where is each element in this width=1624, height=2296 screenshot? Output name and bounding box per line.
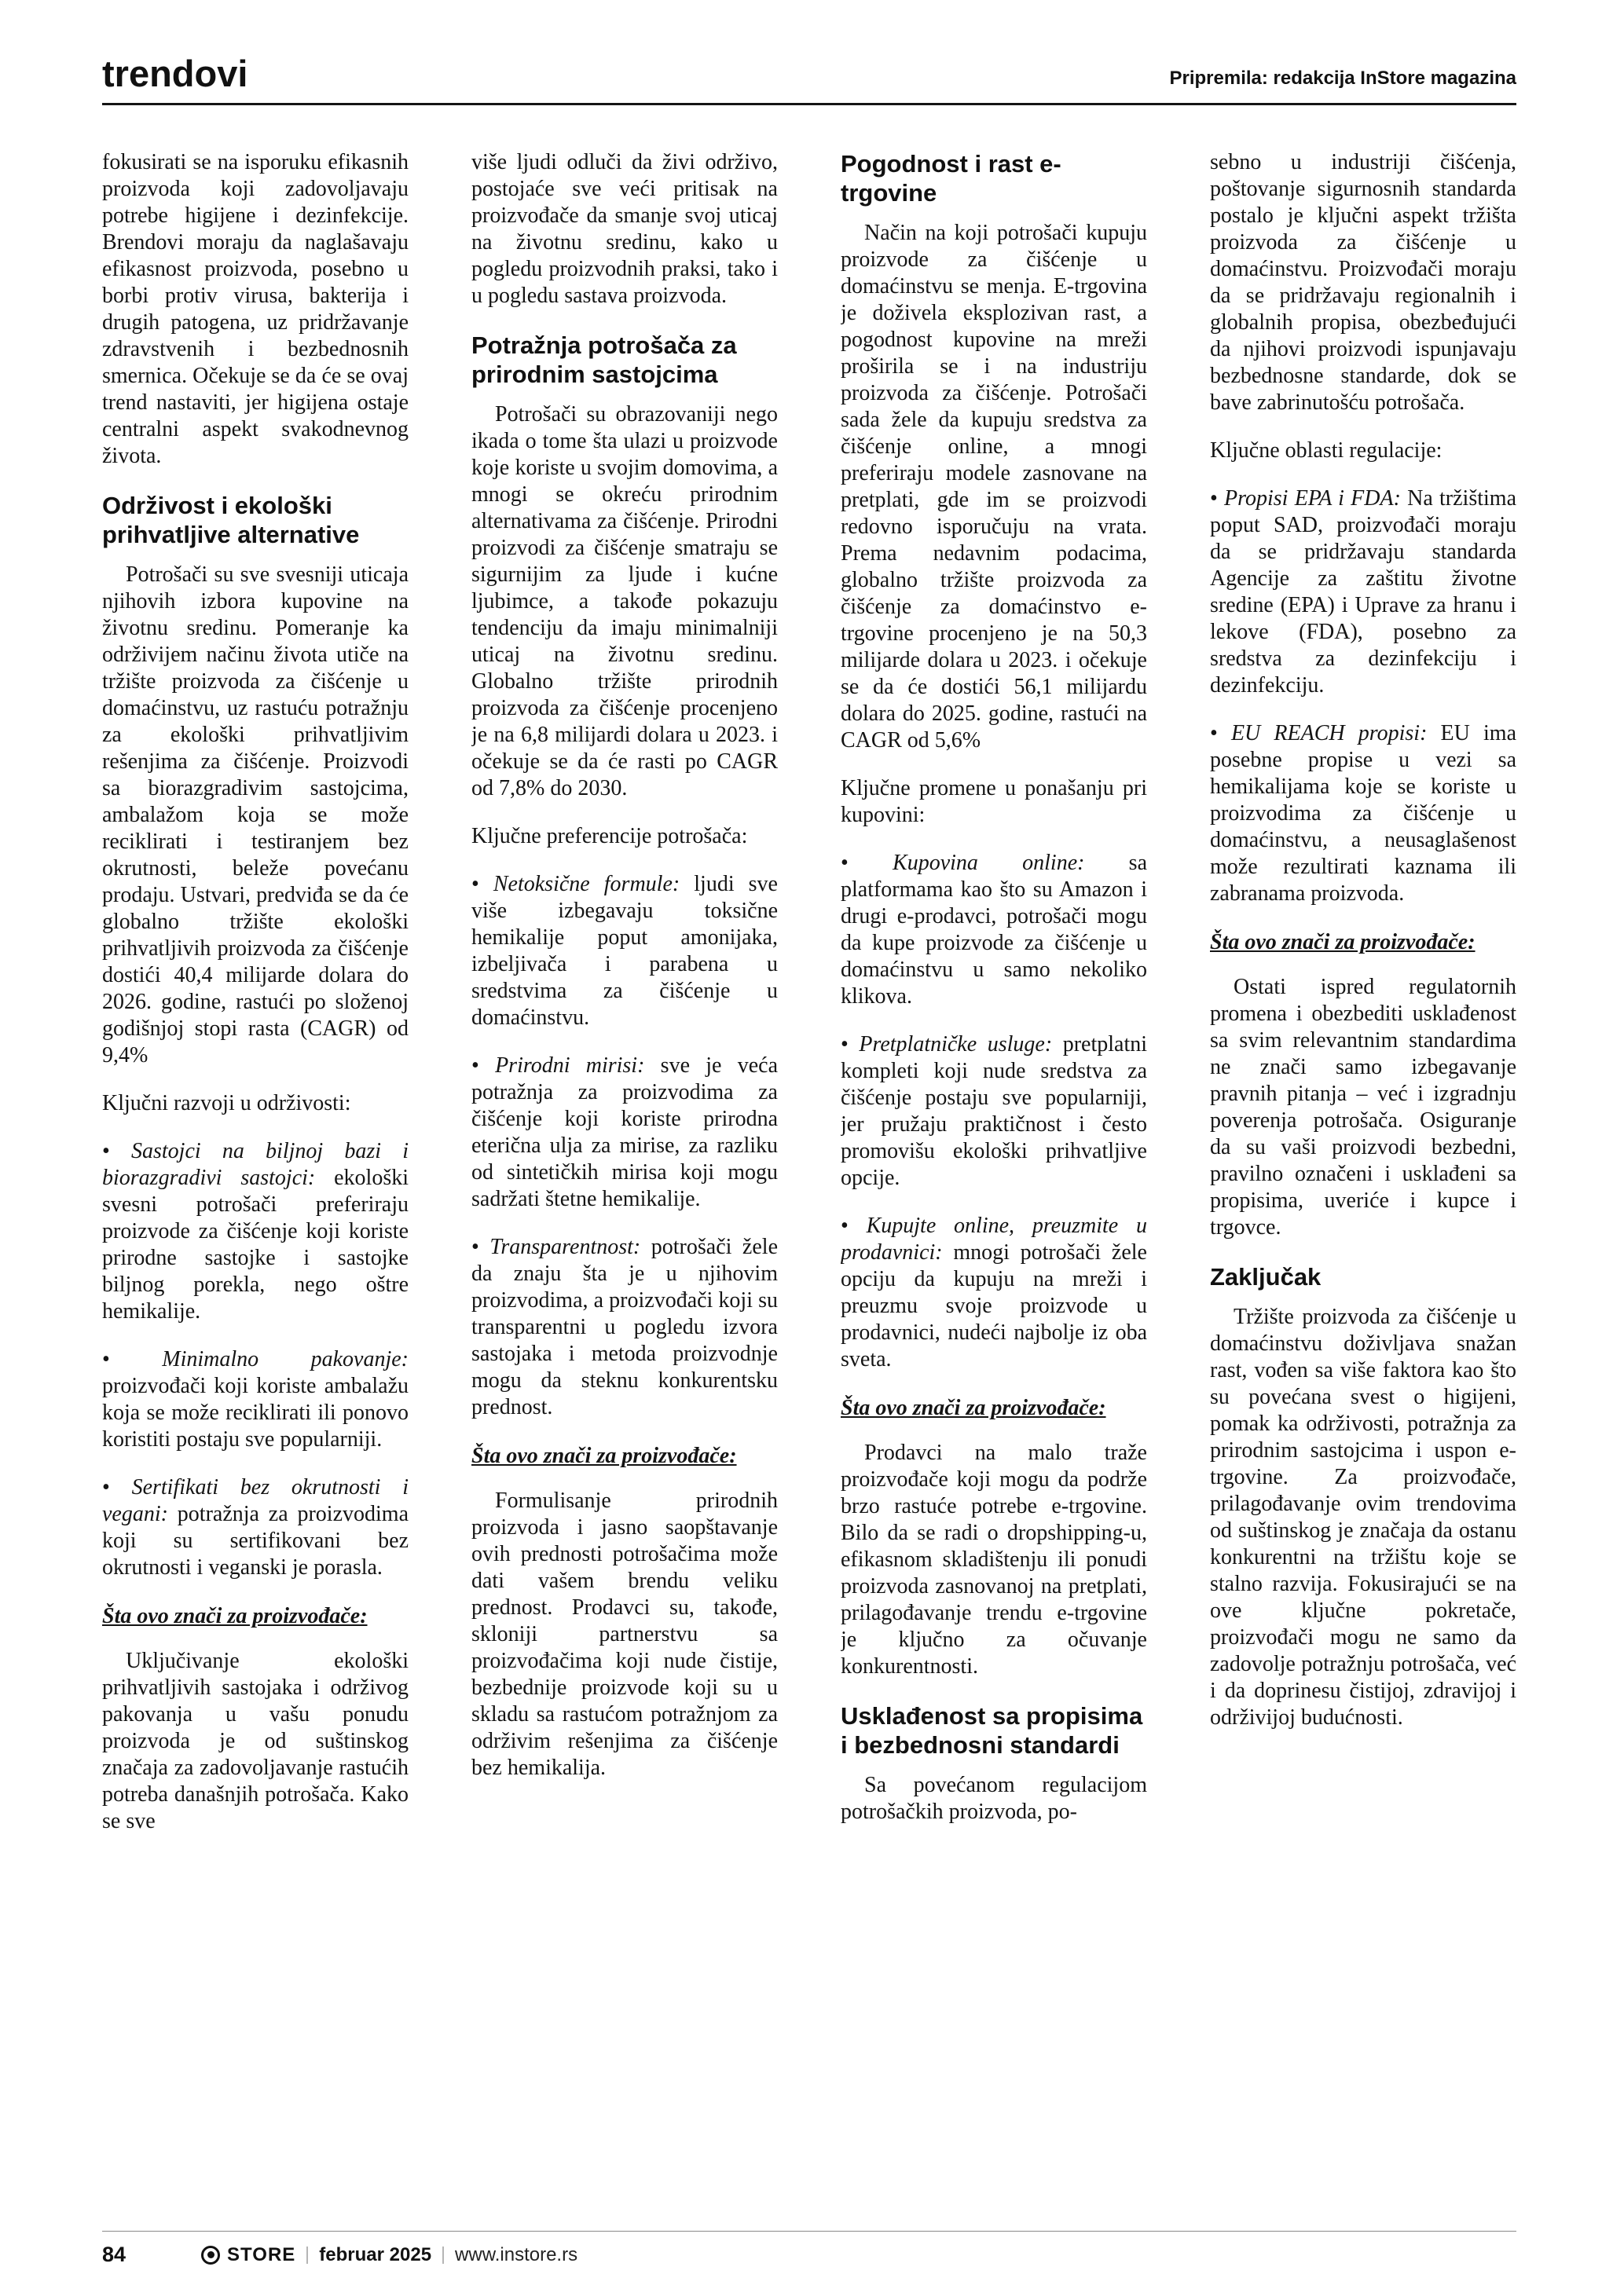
body-paragraph: sebno u industriji čišćenja, poštovanje sigurnosnih standarda postalo je ključni aspekt tržišta proizvoda za čišćenje u domaćinstvu. Proizvođači moraju da se pridržavaju regionalnih i globalnih propisa, obezbeđujući da njihovi proizvodi ispunjavaju bezbednosne standarde, dok se bave zabrinutošću potrošača. [1210, 150, 1516, 415]
bullet-item: • Propisi EPA i FDA: Na tržištima poput SAD, proizvođači moraju da se pridržavaju standarda Agencije za zaštitu životne sredine (EPA) i Uprave za hranu i lekove (FDA), posebno za sredstva za dezinfekciju i dezinfekciju. [1210, 486, 1516, 698]
bullet-item: • EU REACH propisi: EU ima posebne propise u vezi sa hemikalijama koje se koriste u proizvodima za čišćenje u domaćinstvu, a neusaglašenost može rezultirati kaznama ili zabranama proizvoda. [1210, 721, 1516, 906]
footer-brand [201, 2244, 295, 2266]
bullet-icon: • [841, 1032, 860, 1056]
issue-date: februar 2025 [319, 2243, 432, 2265]
body-paragraph: Ključne preferencije potrošača: [471, 824, 748, 848]
bullet-item: • Pretplatničke usluge: pretplatni kompleti koji nude sredstva za čišćenje postaju sve popularniji, jer pružaju praktičnost i često promovišu ekološki prihvatljive opcije. [841, 1032, 1147, 1190]
footer-separator [442, 2247, 444, 2264]
bullet-icon: • [102, 1347, 163, 1371]
bullet-item: • Kupovina online: sa platformama kao što su Amazon i drugi e-prodavci, potrošači mogu da kupe proizvode za čišćenje u domaćinstvu u samo nekoliko klikova. [841, 851, 1147, 1009]
bullet-icon: • [1210, 486, 1225, 511]
section-heading: Potražnja potrošača za prirodnim sastojcima [471, 331, 737, 388]
bullet-icon: • [102, 1475, 132, 1500]
subhead-underlined: Šta ovo znači za proizvođače: [841, 1396, 1106, 1420]
bullet-item: • Minimalno pakovanje: proizvođači koji koriste ambalažu koja se može reciklirati ili ponovo koristiti postaju sve popularniji. [102, 1347, 409, 1452]
bullet-lead: Prirodni mirisi: [495, 1053, 661, 1078]
bullet-lead: Sertifikati bez okrutnosti i vegani: [102, 1475, 409, 1526]
subhead-underlined: Šta ovo znači za proizvođače: [471, 1444, 737, 1468]
body-paragraph: Ključne promene u ponašanju pri kupovini: [841, 776, 1147, 827]
page-number: 84 [102, 2243, 126, 2266]
subhead-underlined: Šta ovo znači za proizvođače: [102, 1604, 368, 1628]
footer-separator [306, 2247, 308, 2264]
body-paragraph: Način na koji potrošači kupuju proizvode za čišćenje u domaćinstvu se menja. E-trgovina je doživela eksplozivan rast, a pogodnost kupovine na mreži proširila se i na industriju proizvoda za čišćenje. Potrošači sada žele da kupuju sredstva za čišćenje online, a mnogi preferiraju modele zasnovane na pretplati, gde im se proizvodi redovno isporučuju na vrata. Prema nedavnim podacima, globalno tržište proizvoda za čišćenje za domaćinstvo e-trgovine procenjeno je na 50,3 milijarde dolara u 2023. i očekuje se da će dostići 56,1 milijardu dolara do 2025. godine, rastući na CAGR od 5,6% [841, 221, 1147, 753]
body-paragraph: Ključni razvoji u održivosti: [102, 1091, 351, 1115]
bullet-icon: • [102, 1139, 131, 1163]
column-1 [102, 149, 409, 2219]
bullet-item: • Prirodni mirisi: sve je veća potražnja za proizvodima za čišćenje koji koriste prirodna eterična ulja za mirise, za razliku od sintetičkih mirisa koji mogu sadržati štetne hemikalije. [471, 1053, 778, 1211]
section-heading: Usklađenost sa propisima i bezbednosni standardi [841, 1702, 1143, 1759]
bullet-icon: • [1210, 721, 1231, 745]
bullet-icon: • [471, 872, 493, 896]
bullet-icon: • [471, 1053, 496, 1078]
website-url: www.instore.rs [455, 2243, 578, 2265]
bullet-lead: Netoksične formule: [493, 872, 695, 896]
bullet-lead: Transparentnost: [489, 1235, 651, 1259]
bullet-lead: Kupujte online, preuzmite u prodavnici: [841, 1214, 1147, 1265]
body-paragraph: Sa povećanom regulacijom potrošačkih proizvoda, po- [841, 1773, 1147, 1824]
bullet-item: • Kupujte online, preuzmite u prodavnici: mnogi potrošači žele opciju da kupuju na mreži i preuzmu svoje proizvode u prodavnici, nudeći najbolje iz oba sveta. [841, 1214, 1147, 1371]
body-paragraph: više ljudi odluči da živi održivo, postojaće sve veći pritisak na proizvođače da smanje svoj uticaj na životnu sredinu, kako u pogledu proizvodnih praksi, tako i u pogledu sastava proizvoda. [471, 150, 778, 308]
body-paragraph: fokusirati se na isporuku efikasnih proizvoda koji zadovoljavaju potrebe higijene i dezinfekcije. Brendovi moraju da naglašavaju efikasnost proizvoda, posebno u borbi protiv virusa, bakterija i drugih patogena, uz pridržavanje zdravstvenih i bezbednosnih smernica. Očekuje se da će se ovaj trend nastaviti, jer higijena ostaje centralni aspekt svakodnevnog života. [102, 150, 409, 468]
subhead-underlined: Šta ovo znači za proizvođače: [1210, 930, 1476, 954]
body-paragraph: Ključne oblasti regulacije: [1210, 438, 1443, 463]
bullet-lead: Pretplatničke usluge: [859, 1032, 1063, 1056]
section-heading: Zaključak [1210, 1263, 1322, 1291]
byline: Pripremila: redakcija InStore magazina [1169, 68, 1516, 89]
header-row [102, 55, 1516, 92]
body-paragraph: Potrošači su sve svesniji uticaja njihovih izbora kupovine na životnu sredinu. Pomeranje ka održivijem načinu života utiče na tržište proizvoda za čišćenje u domaćinstvu, uz rastuću potražnju za ekološki prihvatljivim rešenjima za čišćenje. Proizvodi sa biorazgradivim sastojcima, ambalažom koja se može reciklirati i testiranjem bez okrutnosti, beleže povećanu prodaju. Ustvari, predviđa se da će globalno tržište ekološki prihvatljivih proizvoda za čišćenje dostići 40,4 milijarde dolara do 2026. godine, rastući po složenoj godišnjoj stopi rasta (CAGR) od 9,4% [102, 562, 409, 1067]
bullet-lead: Minimalno pakovanje: [162, 1347, 409, 1371]
section-heading: Održivost i ekološki prihvatljive alternative [102, 492, 360, 548]
column-2 [471, 149, 778, 2219]
brand-name: STORE [227, 2243, 296, 2265]
bullet-item: • Transparentnost: potrošači žele da znaju šta je u njihovim proizvodima, a proizvođači koji su transparentni u pogledu izvora sastojaka i metoda proizvodnje mogu da steknu konkurentsku prednost. [471, 1235, 778, 1419]
bullet-lead: Sastojci na biljnoj bazi i biorazgradivi sastojci: [102, 1139, 409, 1190]
bullet-icon: • [471, 1235, 490, 1259]
body-paragraph: Ostati ispred regulatornih promena i obezbediti usklađenost sa svim relevantnim standardima ne znači samo izbegavanje pravnih pitanja – već i izgradnju poverenja potrošača. Osiguranje da su vaši proizvodi bezbedni, pravilno označeni i usklađeni sa propisima, uveriće i kupce i trgovce. [1210, 975, 1516, 1240]
body-paragraph: Uključivanje ekološki prihvatljivih sastojaka i održivog pakovanja u vašu ponudu proizvoda je od suštinskog značaja za zadovoljavanje rastućih potreba današnjih potrošača. Kako se sve [102, 1649, 409, 1833]
header-rule [102, 103, 1516, 105]
bullet-lead: EU REACH propisi: [1230, 721, 1441, 745]
body-paragraph: Tržište proizvoda za čišćenje u domaćinstvu doživljava snažan rast, vođen sa više faktora kao što su povećana svest o higijeni, pomak ka održivosti, potražnja za prirodnim sastojcima i uspon e-trgovine. Za proizvođače, prilagođavanje ovim trendovima od suštinskog je značaja da ostanu konkurentni na tržištu koje se stalno razvija. Fokusirajući se na ove ključne pokretače, proizvođači mogu ne samo da zadovolje potražnju potrošača, već i da doprinesu čistijoj, zdravijoj i održivijoj budućnosti. [1210, 1305, 1516, 1730]
column-3 [841, 149, 1147, 2219]
page-header [102, 55, 1516, 105]
bullet-icon: • [841, 1214, 867, 1238]
bullet-icon: • [841, 851, 893, 875]
body-paragraph: Formulisanje prirodnih proizvoda i jasno saopštavanje ovih prednosti potrošačima može dati vašem brendu veliku prednost. Prodavci su, takođe, skloniji partnerstvu sa proizvođačima koji nude čistije, bezbednije proizvode koji su u skladu sa rastućom potražnjom za održivim rešenjima za čišćenje bez hemikalija. [471, 1489, 778, 1780]
logo-dot [207, 2251, 214, 2258]
bullet-item: • Sastojci na biljnoj bazi i biorazgradivi sastojci: ekološki svesni potrošači preferiraju proizvode za čišćenje koji koriste prirodne sastojke i sastojke biljnog porekla, nego oštre hemikalije. [102, 1139, 409, 1324]
bullet-lead: Propisi EPA i FDA: [1224, 486, 1408, 511]
body-paragraph: Potrošači su obrazovaniji nego ikada o tome šta ulazi u proizvode koje koriste u svojim domovima, a mnogi se okreću prirodnim alternativama za čišćenje. Prirodni proizvodi za čišćenje smatraju se sigurnijim za ljude i kućne ljubimce, a takođe pokazuju tendenciju da imaju minimalniji uticaj na životnu sredinu. Globalno tržište prirodnih proizvoda za čišćenje procenjeno je na 6,8 milijardi dolara u 2023. i očekuje se da će rasti po CAGR od 7,8% do 2030. [471, 402, 778, 800]
section-heading: Pogodnost i rast e-trgovine [841, 150, 1061, 207]
body-paragraph: Prodavci na malo traže proizvođače koji mogu da podrže brzo rastuće potrebe e-trgovine. Bilo da se radi o dropshipping-u, efikasnom skladištenju ili ponudi proizvoda zasnovanoj na pretplati, prilagođavanje trendu e-trgovine je ključno za očuvanje konkurentnosti. [841, 1441, 1147, 1679]
instore-logo-icon [201, 2246, 220, 2265]
article-columns [102, 149, 1516, 2219]
bullet-item: • Sertifikati bez okrutnosti i vegani: potražnja za proizvodima koji su sertifikovani bez okrutnosti i veganski je porasla. [102, 1475, 409, 1580]
bullet-lead: Kupovina online: [893, 851, 1129, 875]
bullet-item: • Netoksične formule: ljudi sve više izbegavaju toksične hemikalije poput amonijaka, izbeljivača i parabena u sredstvima za čišćenje u domaćinstvu. [471, 872, 778, 1030]
page-footer [102, 2231, 1516, 2267]
column-4 [1210, 149, 1516, 2219]
section-title: trendovi [102, 53, 248, 94]
